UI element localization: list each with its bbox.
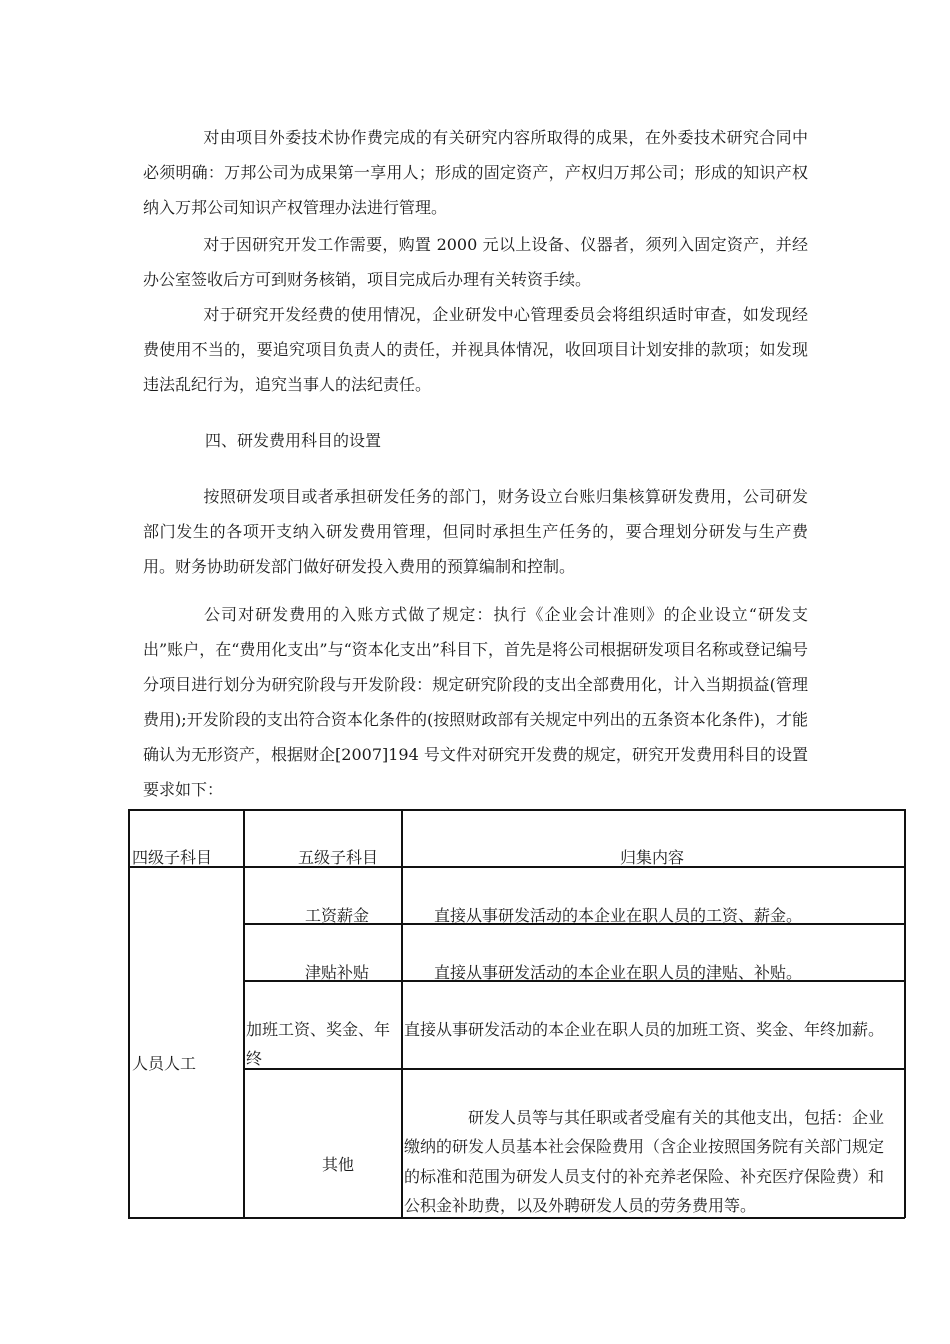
row-content-other-line3: 的标准和范围为研发人员支付的补充养老保险、补充医疗保险费）和 xyxy=(404,1167,885,1186)
row-content-other-line1: 研发人员等与其任职或者受雇有关的其他支出，包括：企业 xyxy=(468,1108,885,1127)
header-level4: 四级子科目 xyxy=(132,848,213,867)
row-sub-salary: 工资薪金 xyxy=(305,906,370,925)
row-content-other-line2: 缴纳的研发人员基本社会保险费用（含企业按照国务院有关部门规定 xyxy=(404,1137,885,1156)
row-sub-other: 其他 xyxy=(322,1155,355,1174)
row-content-salary: 直接从事研发活动的本企业在职人员的工资、薪金。 xyxy=(434,906,803,925)
paragraph-outsourced-results: 对由项目外委技术协作费完成的有关研究内容所取得的成果，在外委技术研究合同中必须明确：万邦公司为成果第一享用人；形成的固定资产，产权归万邦公司；形成的知识产权纳入万邦公司知识产权管理办法进行管理。 xyxy=(143,128,808,217)
row-content-overtime: 直接从事研发活动的本企业在职人员的加班工资、奖金、年终加薪。 xyxy=(404,1020,885,1039)
section-heading: 四、研发费用科目的设置 xyxy=(205,431,382,450)
row-sub-overtime-line2: 终 xyxy=(246,1049,263,1068)
paragraph-fixed-assets: 对于因研究开发工作需要，购置 2000 元以上设备、仪器者，须列入固定资产，并经办公室签收后方可到财务核销，项目完成后办理有关转资手续。 xyxy=(143,235,808,289)
header-level5: 五级子科目 xyxy=(298,848,379,867)
row-sub-allowance: 津贴补贴 xyxy=(305,963,370,982)
paragraph-fund-review: 对于研究开发经费的使用情况，企业研发中心管理委员会将组织适时审查，如发现经费使用不当的，要追究项目负责人的责任，并视具体情况，收回项目计划安排的款项；如发现违法乱纪行为，追究当事人的法纪责任。 xyxy=(143,305,808,394)
group-label-personnel: 人员人工 xyxy=(132,1054,197,1073)
paragraph-entry-method: 公司对研发费用的入账方式做了规定：执行《企业会计准则》的企业设立“研发支出”账户，在“费用化支出”与“资本化支出”科目下，首先是将公司根据研发项目名称或登记编号分项目进行划分为研究阶段与开发阶段：规定研究阶段的支出全部费用化，计入当期损益(管理费用);开发阶段的支出符合资本化条件的(按照财政部有关规定中列出的五条资本化条件)，才能确认为无形资产，根据财企[2007]194 号文件对研究开发费的规定，研究开发费用科目的设置要求如下： xyxy=(143,605,808,799)
paragraph-accounting-ledger: 按照研发项目或者承担研发任务的部门，财务设立台账归集核算研发费用，公司研发部门发生的各项开支纳入研发费用管理，但同时承担生产任务的，要合理划分研发与生产费用。财务协助研发部门做好研发投入费用的预算编制和控制。 xyxy=(143,487,808,576)
header-content: 归集内容 xyxy=(620,848,685,867)
row-sub-overtime-line1: 加班工资、奖金、年 xyxy=(246,1020,391,1039)
rd-expense-table xyxy=(128,809,905,1218)
row-content-other-line4: 公积金补助费，以及外聘研发人员的劳务费用等。 xyxy=(404,1196,757,1215)
row-content-allowance: 直接从事研发活动的本企业在职人员的津贴、补贴。 xyxy=(434,963,803,982)
